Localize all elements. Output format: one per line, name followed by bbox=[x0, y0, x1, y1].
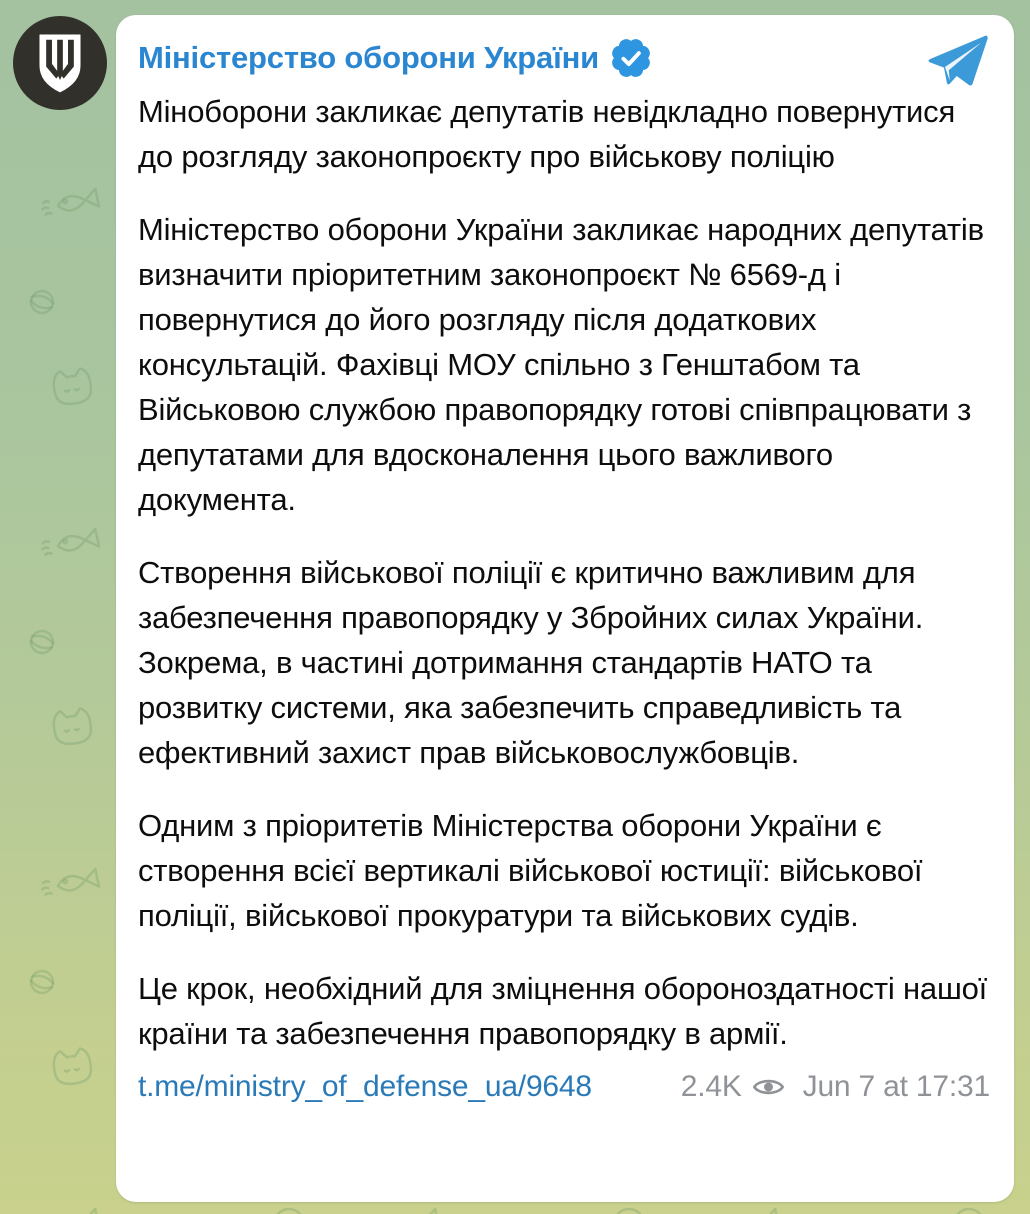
message-meta bbox=[681, 1070, 990, 1104]
message-paragraph: Одним з пріоритетів Міністерства оборони України є створення всієї вертикалі військової юстиції: військової поліції, військової прокуратури та військових судів. bbox=[138, 808, 923, 933]
post-link[interactable]: t.me/ministry_of_defense_ua/9648 bbox=[138, 1070, 592, 1103]
message-paragraph: Міноборони закликає депутатів невідкладно повернутися до розгляду законопроєкту про військову поліцію bbox=[138, 94, 956, 174]
message-paragraph: Міністерство оборони України закликає народних депутатів визначити пріоритетним законопроєкт № 6569-д і повернутися до його розгляду після додаткових консультацій. Фахівці МОУ спільно з Генштабом та Військовою службою правопорядку готові співпрацювати з депутатами для вдосконалення цього важливого документа. bbox=[138, 212, 984, 517]
message-header bbox=[138, 37, 990, 79]
message-text bbox=[138, 89, 990, 1056]
channel-name-link[interactable]: Міністерство оборони України bbox=[138, 40, 599, 75]
message-footer bbox=[138, 1070, 990, 1104]
verified-badge-icon bbox=[610, 37, 652, 79]
message-paragraph: Створення військової поліції є критично важливим для забезпечення правопорядку у Збройних силах України. Зокрема, в частині дотримання стандартів НАТО та розвитку системи, яка забезпечить справедливість та ефективний захист прав військовослужбовців. bbox=[138, 555, 924, 770]
message-bubble bbox=[116, 15, 1014, 1202]
channel-avatar[interactable] bbox=[13, 16, 107, 110]
timestamp: Jun 7 at 17:31 bbox=[802, 1070, 990, 1103]
share-paper-plane-icon[interactable] bbox=[928, 33, 988, 89]
mod-trident-emblem-icon bbox=[33, 30, 87, 96]
views-count: 2.4K bbox=[680, 1070, 742, 1103]
views-eye-icon bbox=[752, 1075, 785, 1099]
message-paragraph: Це крок, необхідний для зміцнення обороноздатності нашої країни та забезпечення правопорядку в армії. bbox=[138, 971, 988, 1051]
